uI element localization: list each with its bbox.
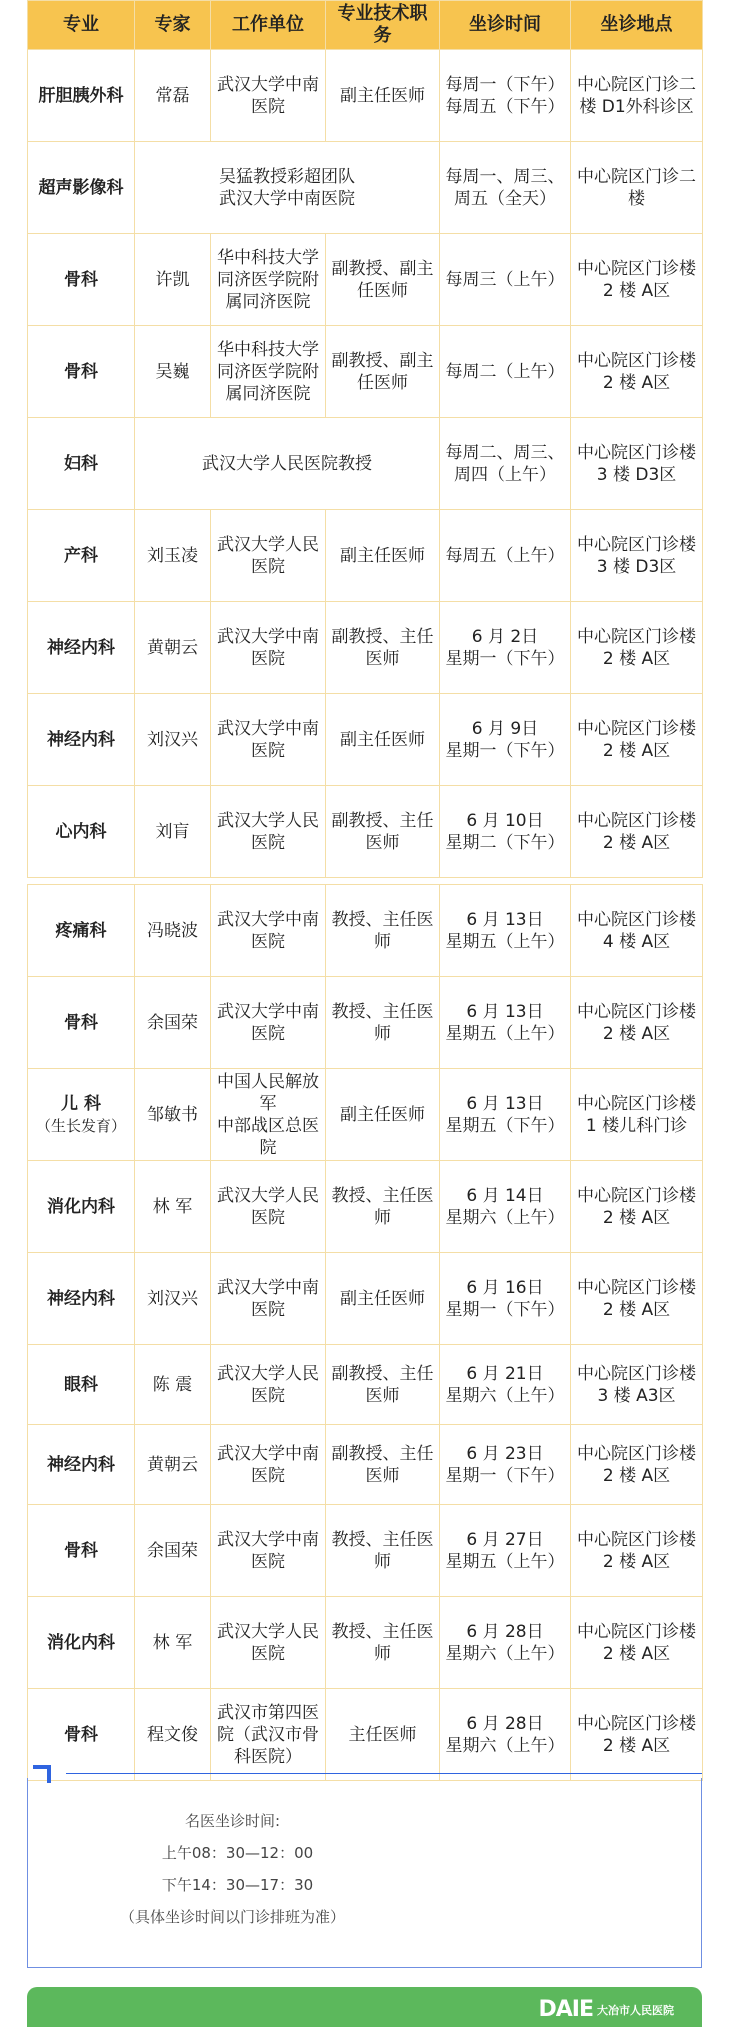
cell-expert: 邹敏书 (135, 1069, 211, 1161)
table-row (28, 1505, 703, 1597)
cell-title: 教授、主任医师 (326, 1161, 440, 1253)
cell-dept (28, 1425, 135, 1505)
cell-time: 每周三（上午） (440, 234, 571, 326)
dept-label: 产科 (64, 545, 98, 566)
cell-location: 中心院区门诊楼 3 楼 D3区 (571, 510, 703, 602)
info-afternoon: 下午14：30—17：30 (161, 1876, 314, 1894)
cell-title: 教授、主任医师 (326, 1597, 440, 1689)
cell-location: 中心院区门诊楼 2 楼 A区 (571, 977, 703, 1069)
cell-time: 6 月 14日 星期六（上午） (440, 1161, 571, 1253)
cell-hospital: 华中科技大学同济医学院附属同济医院 (211, 326, 326, 418)
dept-label: 神经内科 (47, 637, 115, 658)
cell-dept (28, 510, 135, 602)
cell-hospital: 武汉大学中南医院 (211, 977, 326, 1069)
cell-dept (28, 1253, 135, 1345)
cell-expert: 吴巍 (135, 326, 211, 418)
cell-hospital: 武汉市第四医院（武汉市骨科医院） (211, 1689, 326, 1781)
cell-expert: 许凯 (135, 234, 211, 326)
cell-location: 中心院区门诊楼 1 楼儿科门诊 (571, 1069, 703, 1161)
cell-hospital: 武汉大学人民医院 (211, 1597, 326, 1689)
info-box (27, 1778, 702, 1968)
cell-expert: 刘肓 (135, 786, 211, 878)
cell-expert: 陈 震 (135, 1345, 211, 1425)
cell-title: 主任医师 (326, 1689, 440, 1781)
cell-merged-expert: 武汉大学人民医院教授 (135, 418, 440, 510)
cell-time: 6 月 10日 星期二（下午） (440, 786, 571, 878)
cell-time: 6 月 13日 星期五（下午） (440, 1069, 571, 1161)
cell-location: 中心院区门诊楼 2 楼 A区 (571, 1505, 703, 1597)
cell-dept (28, 1161, 135, 1253)
header-title: 专业技术职务 (326, 1, 440, 50)
cell-hospital: 武汉大学中南医院 (211, 602, 326, 694)
cell-hospital: 武汉大学中南医院 (211, 1253, 326, 1345)
dept-label: 肝胆胰外科 (38, 85, 124, 106)
cell-hospital: 武汉大学人民医院 (211, 510, 326, 602)
cell-time: 6 月 13日 星期五（上午） (440, 977, 571, 1069)
table-row (28, 1253, 703, 1345)
cell-expert: 刘汉兴 (135, 1253, 211, 1345)
cell-location: 中心院区门诊楼 2 楼 A区 (571, 234, 703, 326)
cell-time: 每周一、周三、周五（全天） (440, 142, 571, 234)
cell-title: 教授、主任医师 (326, 977, 440, 1069)
cell-hospital: 武汉大学中南医院 (211, 50, 326, 142)
cell-dept (28, 1597, 135, 1689)
cell-expert: 余国荣 (135, 977, 211, 1069)
cell-dept (28, 694, 135, 786)
dept-label: 骨科 (64, 269, 98, 290)
dept-label: 眼科 (64, 1374, 98, 1395)
cell-time: 6 月 28日 星期六（上午） (440, 1689, 571, 1781)
cell-dept (28, 142, 135, 234)
cell-dept (28, 786, 135, 878)
cell-location: 中心院区门诊二楼 (571, 142, 703, 234)
cell-location: 中心院区门诊楼 2 楼 A区 (571, 1689, 703, 1781)
dept-sub-label: （生长发育） (35, 1116, 126, 1135)
cell-location: 中心院区门诊楼 2 楼 A区 (571, 602, 703, 694)
table-row (28, 885, 703, 977)
cell-time: 6 月 21日 星期六（上午） (440, 1345, 571, 1425)
cell-title: 副教授、主任医师 (326, 1345, 440, 1425)
cell-time: 每周二（上午） (440, 326, 571, 418)
cell-location: 中心院区门诊楼 2 楼 A区 (571, 326, 703, 418)
cell-location: 中心院区门诊楼 2 楼 A区 (571, 1253, 703, 1345)
header-dept: 专业 (28, 1, 135, 50)
table-row (28, 1689, 703, 1781)
hospital-logo (538, 1997, 674, 2022)
cell-expert: 黄朝云 (135, 602, 211, 694)
cell-hospital: 中国人民解放军 中部战区总医院 (211, 1069, 326, 1161)
cell-expert: 林 军 (135, 1597, 211, 1689)
cell-title: 副主任医师 (326, 1253, 440, 1345)
cell-title: 副教授、主任医师 (326, 602, 440, 694)
cell-title: 副教授、主任医师 (326, 786, 440, 878)
cell-hospital: 武汉大学中南医院 (211, 694, 326, 786)
dept-label: 骨科 (64, 1012, 98, 1033)
cell-expert: 程文俊 (135, 1689, 211, 1781)
header-location: 坐诊地点 (571, 1, 703, 50)
cell-expert: 黄朝云 (135, 1425, 211, 1505)
cell-title: 教授、主任医师 (326, 1505, 440, 1597)
cell-hospital: 武汉大学人民医院 (211, 786, 326, 878)
cell-hospital: 武汉大学中南医院 (211, 1505, 326, 1597)
table-row (28, 50, 703, 142)
table-row (28, 142, 703, 234)
logo-name: 大冶市人民医院 (597, 2003, 674, 2017)
cell-location: 中心院区门诊楼 2 楼 A区 (571, 694, 703, 786)
cell-time: 6 月 27日 星期五（上午） (440, 1505, 571, 1597)
footer-banner (27, 1987, 702, 2027)
table-row (28, 234, 703, 326)
cell-location: 中心院区门诊楼 3 楼 D3区 (571, 418, 703, 510)
cell-time: 6 月 16日 星期一（下午） (440, 1253, 571, 1345)
schedule-table (27, 0, 703, 1781)
cell-dept (28, 1505, 135, 1597)
cell-expert: 刘玉凌 (135, 510, 211, 602)
cell-time: 6 月 13日 星期五（上午） (440, 885, 571, 977)
table-row (28, 418, 703, 510)
cell-dept (28, 977, 135, 1069)
dept-label: 骨科 (64, 1724, 98, 1745)
cell-dept (28, 1345, 135, 1425)
cell-merged-expert: 吴猛教授彩超团队 武汉大学中南医院 (135, 142, 440, 234)
cell-time: 每周一（下午）每周五（下午） (440, 50, 571, 142)
cell-title: 副教授、主任医师 (326, 1425, 440, 1505)
cell-expert: 刘汉兴 (135, 694, 211, 786)
dept-label: 消化内科 (47, 1196, 115, 1217)
cell-location: 中心院区门诊楼 3 楼 A3区 (571, 1345, 703, 1425)
cell-time: 6 月 9日 星期一（下午） (440, 694, 571, 786)
cell-title: 副教授、副主任医师 (326, 234, 440, 326)
cell-hospital: 武汉大学人民医院 (211, 1161, 326, 1253)
cell-dept (28, 234, 135, 326)
cell-hospital: 武汉大学中南医院 (211, 885, 326, 977)
cell-title: 副主任医师 (326, 50, 440, 142)
table-row (28, 694, 703, 786)
table-row (28, 1597, 703, 1689)
cell-title: 副主任医师 (326, 694, 440, 786)
dept-label: 心内科 (55, 821, 107, 842)
cell-title: 教授、主任医师 (326, 885, 440, 977)
cell-location: 中心院区门诊楼 2 楼 A区 (571, 1597, 703, 1689)
dept-label: 骨科 (64, 361, 98, 382)
cell-expert: 余国荣 (135, 1505, 211, 1597)
dept-label: 疼痛科 (55, 920, 107, 941)
table-gap (28, 878, 703, 885)
info-morning: 上午08：30—12：00 (161, 1844, 314, 1862)
cell-location: 中心院区门诊楼 2 楼 A区 (571, 1161, 703, 1253)
cell-hospital: 华中科技大学同济医学院附属同济医院 (211, 234, 326, 326)
cell-hospital: 武汉大学中南医院 (211, 1425, 326, 1505)
cell-location: 中心院区门诊楼 4 楼 A区 (571, 885, 703, 977)
cell-title: 副主任医师 (326, 510, 440, 602)
table-row (28, 510, 703, 602)
header-expert: 专家 (135, 1, 211, 50)
cell-expert: 冯晓波 (135, 885, 211, 977)
cell-time: 6 月 28日 星期六（上午） (440, 1597, 571, 1689)
info-heading: 名医坐诊时间: (184, 1812, 281, 1830)
table-row (28, 977, 703, 1069)
cell-title: 副教授、副主任医师 (326, 326, 440, 418)
dept-label: 神经内科 (47, 1288, 115, 1309)
info-note: （具体坐诊时间以门诊排班为准） (119, 1908, 345, 1926)
cell-time: 每周二、周三、周四（上午） (440, 418, 571, 510)
cell-location: 中心院区门诊楼 2 楼 A区 (571, 786, 703, 878)
table-header-row (28, 1, 703, 50)
cell-expert: 常磊 (135, 50, 211, 142)
cell-location: 中心院区门诊二楼 D1外科诊区 (571, 50, 703, 142)
logo-mark: DAIE (538, 1997, 593, 2022)
dept-label: 妇科 (64, 453, 98, 474)
info-top-line (66, 1773, 702, 1774)
cell-title: 副主任医师 (326, 1069, 440, 1161)
cell-dept (28, 326, 135, 418)
table-row (28, 786, 703, 878)
dept-label: 骨科 (64, 1540, 98, 1561)
cell-expert: 林 军 (135, 1161, 211, 1253)
dept-label: 神经内科 (47, 1454, 115, 1475)
dept-label: 消化内科 (47, 1632, 115, 1653)
table-row (28, 602, 703, 694)
cell-time: 6 月 23日 星期一（下午） (440, 1425, 571, 1505)
cell-hospital: 武汉大学人民医院 (211, 1345, 326, 1425)
cell-time: 每周五（上午） (440, 510, 571, 602)
cell-dept (28, 1069, 135, 1161)
header-hospital: 工作单位 (211, 1, 326, 50)
cell-dept (28, 418, 135, 510)
table-row (28, 1069, 703, 1161)
cell-dept (28, 50, 135, 142)
cell-dept (28, 885, 135, 977)
table-row (28, 1425, 703, 1505)
dept-label: 神经内科 (47, 729, 115, 750)
dept-label: 超声影像科 (38, 177, 124, 198)
cell-location: 中心院区门诊楼 2 楼 A区 (571, 1425, 703, 1505)
header-time: 坐诊时间 (440, 1, 571, 50)
table-row (28, 1161, 703, 1253)
dept-label: 儿 科 (61, 1093, 101, 1114)
table-row (28, 326, 703, 418)
table-row (28, 1345, 703, 1425)
cell-time: 6 月 2日 星期一（下午） (440, 602, 571, 694)
cell-dept (28, 602, 135, 694)
